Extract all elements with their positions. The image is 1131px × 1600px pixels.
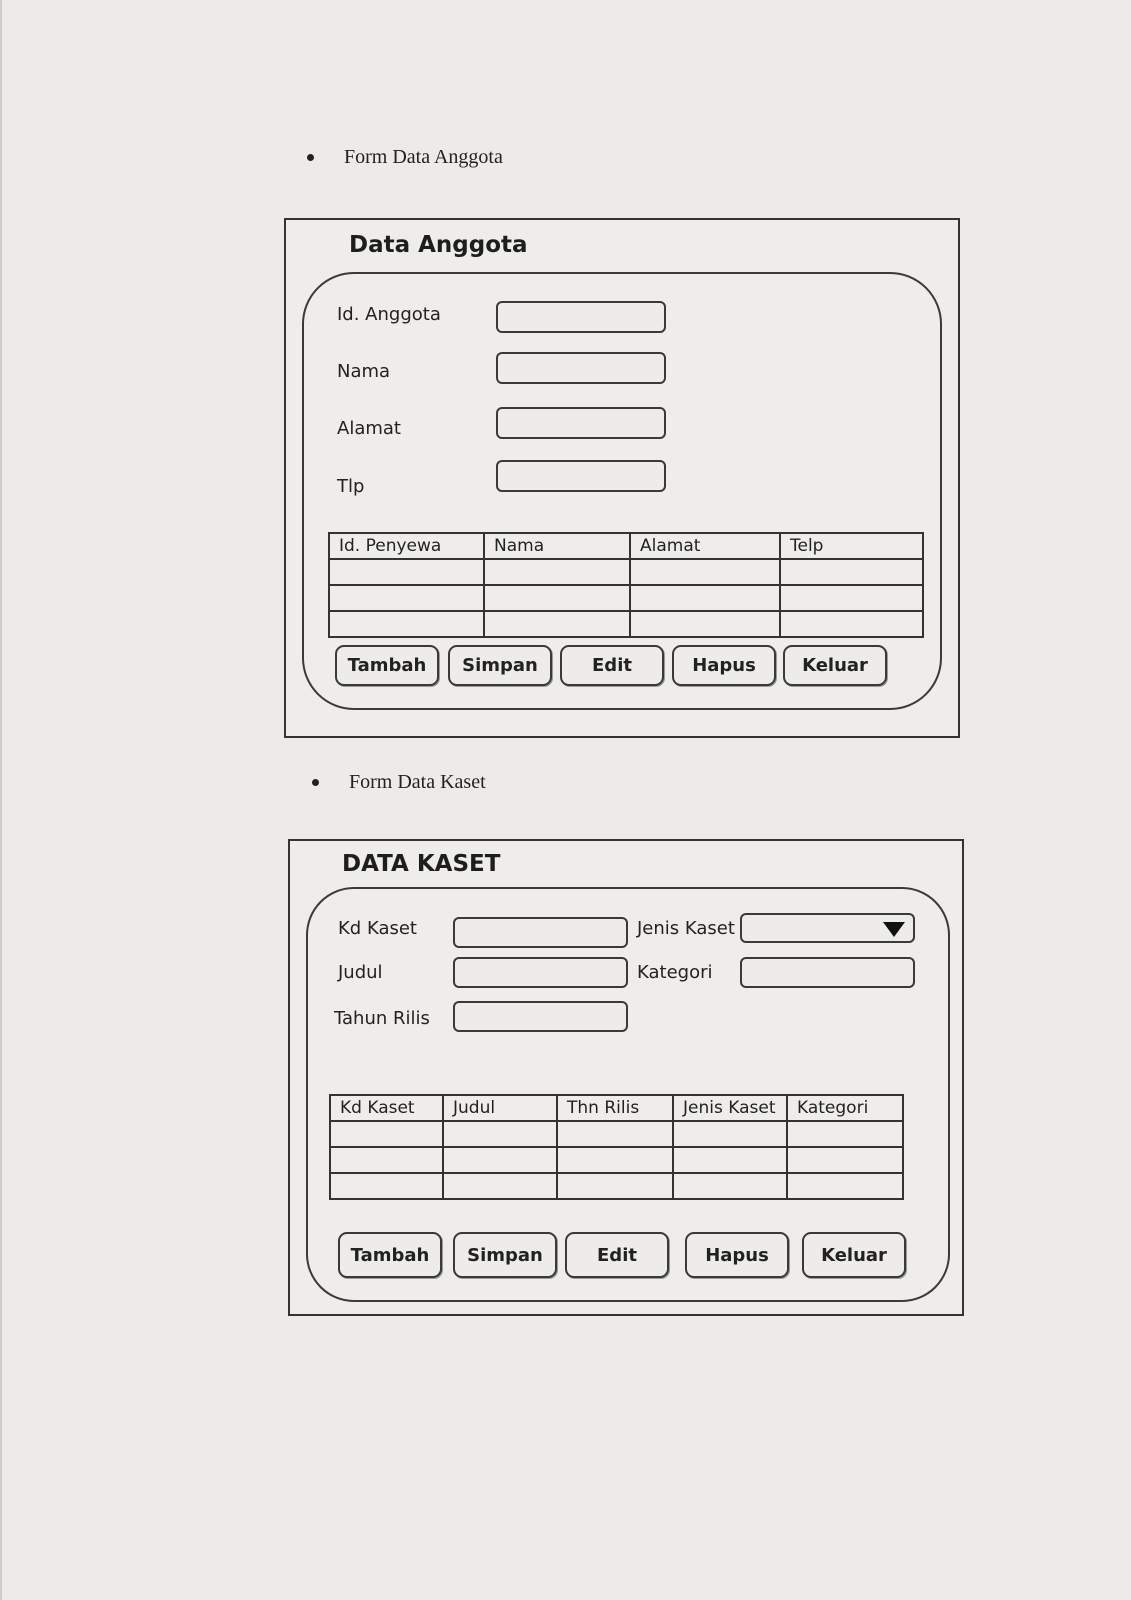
table-cell bbox=[484, 585, 630, 611]
table-cell bbox=[557, 1173, 673, 1199]
jenis-kaset-label: Jenis Kaset bbox=[637, 918, 735, 939]
nama-input[interactable] bbox=[496, 352, 666, 384]
keluar-button[interactable]: Keluar bbox=[802, 1232, 906, 1278]
anggota-table-header bbox=[329, 533, 923, 559]
keluar-button[interactable]: Keluar bbox=[783, 645, 887, 686]
tambah-button[interactable]: Tambah bbox=[335, 645, 439, 686]
table-cell bbox=[780, 611, 923, 637]
table-cell bbox=[557, 1147, 673, 1173]
kd-kaset-input[interactable] bbox=[453, 917, 628, 948]
bullet-icon bbox=[307, 154, 314, 161]
column-header: Id. Penyewa bbox=[329, 533, 484, 559]
table-cell bbox=[787, 1147, 903, 1173]
column-header: Alamat bbox=[630, 533, 780, 559]
tlp-label: Tlp bbox=[337, 476, 365, 497]
kategori-input[interactable] bbox=[740, 957, 915, 988]
kd-kaset-label: Kd Kaset bbox=[338, 918, 417, 939]
column-header: Kategori bbox=[787, 1095, 903, 1121]
table-row[interactable] bbox=[330, 1147, 903, 1173]
bullet-icon bbox=[312, 779, 319, 786]
judul-label: Judul bbox=[338, 962, 383, 983]
nama-label: Nama bbox=[337, 361, 391, 382]
chevron-down-icon[interactable] bbox=[883, 922, 905, 937]
table-cell bbox=[443, 1147, 557, 1173]
column-header: Thn Rilis bbox=[557, 1095, 673, 1121]
id-anggota-input[interactable] bbox=[496, 301, 666, 333]
table-cell bbox=[329, 585, 484, 611]
alamat-label: Alamat bbox=[337, 418, 401, 439]
table-cell bbox=[630, 585, 780, 611]
kaset-section-heading-text: Form Data Kaset bbox=[349, 771, 486, 793]
column-header: Judul bbox=[443, 1095, 557, 1121]
simpan-button[interactable]: Simpan bbox=[453, 1232, 557, 1278]
table-cell bbox=[329, 611, 484, 637]
table-cell bbox=[673, 1173, 787, 1199]
hapus-button[interactable]: Hapus bbox=[672, 645, 776, 686]
judul-input[interactable] bbox=[453, 957, 628, 988]
table-cell bbox=[329, 559, 484, 585]
table-cell bbox=[630, 559, 780, 585]
kaset-table-header bbox=[330, 1095, 903, 1121]
table-row[interactable] bbox=[329, 559, 923, 585]
anggota-section-heading bbox=[307, 146, 503, 169]
table-cell bbox=[330, 1173, 443, 1199]
anggota-form-title: Data Anggota bbox=[349, 232, 528, 258]
table-cell bbox=[673, 1147, 787, 1173]
column-header: Telp bbox=[780, 533, 923, 559]
table-cell bbox=[780, 559, 923, 585]
anggota-table bbox=[328, 532, 924, 638]
table-cell bbox=[330, 1121, 443, 1147]
tahun-rilis-input[interactable] bbox=[453, 1001, 628, 1032]
table-row[interactable] bbox=[329, 585, 923, 611]
kaset-section-heading bbox=[312, 771, 486, 794]
table-cell bbox=[787, 1173, 903, 1199]
tambah-button[interactable]: Tambah bbox=[338, 1232, 442, 1278]
table-cell bbox=[484, 559, 630, 585]
table-cell bbox=[630, 611, 780, 637]
tahun-rilis-label: Tahun Rilis bbox=[334, 1008, 430, 1029]
table-cell bbox=[330, 1147, 443, 1173]
table-row[interactable] bbox=[329, 611, 923, 637]
edit-button[interactable]: Edit bbox=[560, 645, 664, 686]
table-row[interactable] bbox=[330, 1121, 903, 1147]
tlp-input[interactable] bbox=[496, 460, 666, 492]
table-cell bbox=[557, 1121, 673, 1147]
table-row[interactable] bbox=[330, 1173, 903, 1199]
column-header: Jenis Kaset bbox=[673, 1095, 787, 1121]
alamat-input[interactable] bbox=[496, 407, 666, 439]
kaset-form-window bbox=[288, 839, 964, 1316]
simpan-button[interactable]: Simpan bbox=[448, 645, 552, 686]
anggota-form-window bbox=[284, 218, 960, 738]
anggota-section-heading-text: Form Data Anggota bbox=[344, 146, 503, 168]
id-anggota-label: Id. Anggota bbox=[337, 304, 441, 325]
table-cell bbox=[780, 585, 923, 611]
table-cell bbox=[484, 611, 630, 637]
table-cell bbox=[443, 1173, 557, 1199]
page-edge bbox=[0, 0, 2, 1600]
kaset-form-title: DATA KASET bbox=[342, 851, 501, 877]
kategori-label: Kategori bbox=[637, 962, 713, 983]
table-cell bbox=[787, 1121, 903, 1147]
edit-button[interactable]: Edit bbox=[565, 1232, 669, 1278]
table-cell bbox=[443, 1121, 557, 1147]
column-header: Nama bbox=[484, 533, 630, 559]
kaset-table bbox=[329, 1094, 904, 1200]
column-header: Kd Kaset bbox=[330, 1095, 443, 1121]
jenis-kaset-dropdown[interactable] bbox=[740, 913, 915, 943]
table-cell bbox=[673, 1121, 787, 1147]
hapus-button[interactable]: Hapus bbox=[685, 1232, 789, 1278]
